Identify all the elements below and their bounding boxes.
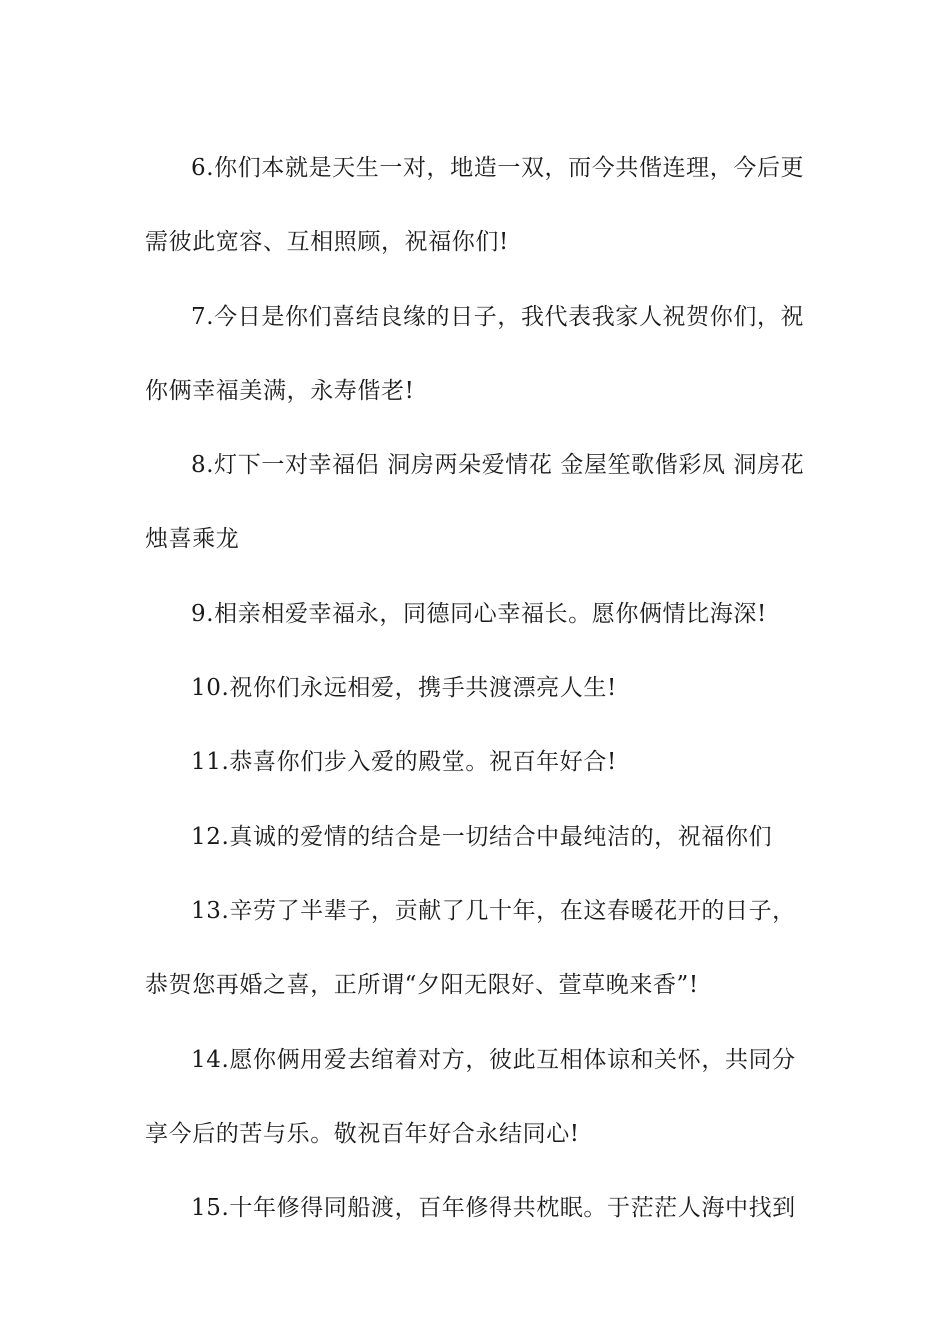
paragraph-8: 8.灯下一对幸福侣 洞房两朵爱情花 金屋笙歌偕彩凤 洞房花烛喜乘龙 (145, 452, 805, 553)
paragraph-14: 14.愿你俩用爱去绾着对方，彼此互相体谅和关怀，共同分享今后的苦与乐。敬祝百年好合永结同心! (145, 1046, 796, 1147)
paragraph-9: 9.相亲相爱幸福永，同德同心幸福长。愿你俩情比海深! (191, 600, 767, 627)
paragraph-10: 10.祝你们永远相爱，携手共渡漂亮人生! (191, 675, 617, 702)
paragraph-6: 6.你们本就是天生一对，地造一双，而今共偕连理，今后更需彼此宽容、互相照顾，祝福你们! (145, 155, 805, 256)
paragraph-7: 7.今日是你们喜结良缘的日子，我代表我家人祝贺你们，祝你俩幸福美满，永寿偕老! (145, 303, 805, 404)
paragraph-15: 15.十年修得同船渡，百年修得共枕眠。于茫茫人海中找到 (191, 1195, 796, 1222)
paragraph-12: 12.真诚的爱情的结合是一切结合中最纯洁的，祝福你们 (191, 823, 773, 850)
paragraph-13: 13.辛劳了半辈子，贡献了几十年，在这春暖花开的日子，恭贺您再婚之喜，正所谓“夕阳无限好、萱草晚来香”! (145, 897, 796, 999)
paragraph-11: 11.恭喜你们步入爱的殿堂。祝百年好合! (191, 749, 617, 776)
